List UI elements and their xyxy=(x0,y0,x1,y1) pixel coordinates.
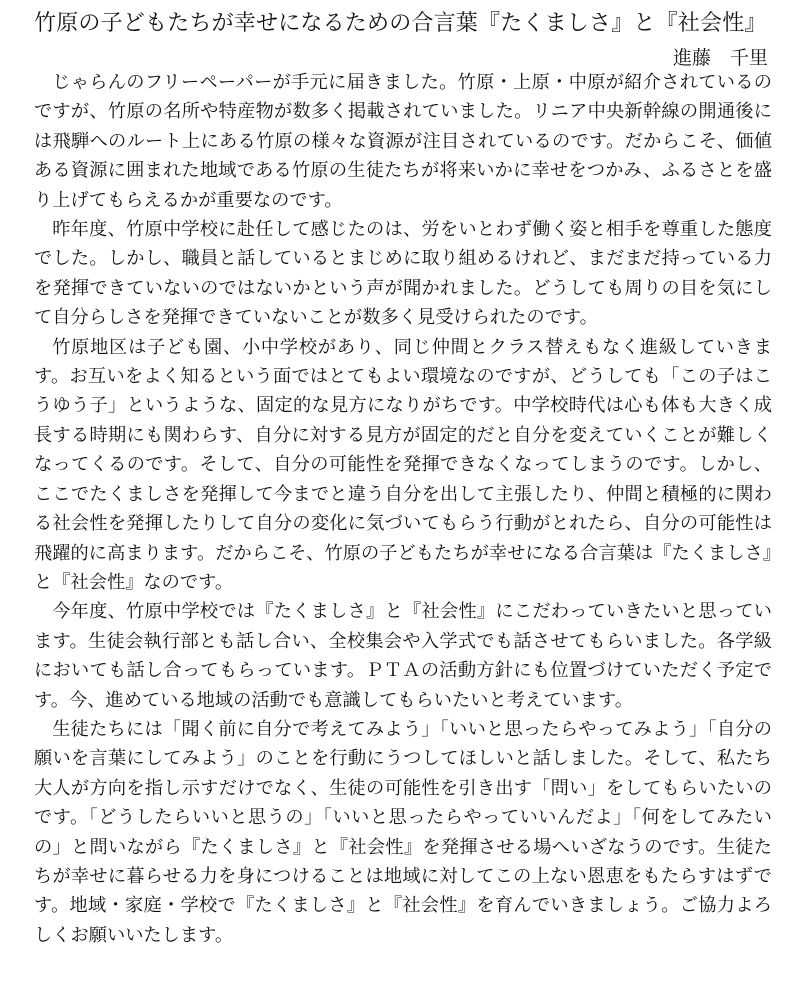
document-title: 竹原の子どもたちが幸せになるための合言葉『たくましさ』と『社会性』 xyxy=(34,11,767,36)
paragraph-1: じゃらんのフリーペーパーが手元に届きました。竹原・上原・中原が紹介されているのですが、竹原の名所や特産物が数多く掲載されていました。リニア中央新幹線の開通後には飛騨へのルート上にある竹原の様々な資源が注目されているのです。だからこそ、価値ある資源に囲まれた地域である竹原の生徒たちが将来いかに幸せをつかみ、ふるさとを盛り上げてもらえるかが重要なのです。 xyxy=(34,72,772,211)
paragraph-5: 生徒たちには「聞く前に自分で考えてみよう」「いいと思ったらやってみよう」「自分の願いを言葉にしてみよう」のことを行動にうつしてほしいと話しました。そして、私たち大人が方向を指し示すだけでなく、生徒の可能性を引き出す「問い」をしてもらいたいのです。「どうしたらいいと思うの」「いいと思ったらやっていいんだよ」「何をしてみたいの」と問いながら『たくましさ』と『社会性』を発揮させる場へいざなうのです。生徒たちが幸せに暮らせる力を身につけることは地域に対してこの上ない恩恵をもたらすはずです。地域・家庭・学校で『たくましさ』と『社会性』を育んでいきましょう。ご協力よろしくお願いいたします。 xyxy=(34,718,772,946)
author-name: 進藤 千里 xyxy=(672,47,768,69)
document-body xyxy=(34,68,772,998)
paragraph-4: 今年度、竹原中学校では『たくましさ』と『社会性』にこだわっていきたいと思っています。生徒会執行部とも話し合い、全校集会や入学式でも話させてもらいました。各学級においても話し合ってもらっています。ＰＴＡの活動方針にも位置づけていただく予定です。今、進めている地域の活動でも意識してもらいたいと考えています。 xyxy=(34,601,772,711)
paragraph-2: 昨年度、竹原中学校に赴任して感じたのは、労をいとわず働く姿と相手を尊重した態度でした。しかし、職員と話しているとまじめに取り組めるけれど、まだまだ持っている力を発揮できていないのではないかという声が聞かれました。どうしても周りの目を気にして自分らしさを発揮できていないことが数多く見受けられたのです。 xyxy=(34,219,772,329)
paragraph-3: 竹原地区は子ども園、小中学校があり、同じ仲間とクラス替えもなく進級していきます。お互いをよく知るという面ではとてもよい環境なのですが、どうしても「この子はこうゆう子」というような、固定的な見方になりがちです。中学校時代は心も体も大きく成長する時期にも関わらす、自分に対する見方が固定的だと自分を変えていくことが難しくなってくるのです。そして、自分の可能性を発揮できなくなってしまうのです。しかし、ここでたくましさを発揮して今までと違う自分を出して主張したり、仲間と積極的に関わる社会性を発揮したりして自分の変化に気づいてもらう行動がとれたら、自分の可能性は飛躍的に高まります。だからこそ、竹原の子どもたちが幸せになる合言葉は『たくましさ』と『社会性』なのです。 xyxy=(34,336,772,593)
